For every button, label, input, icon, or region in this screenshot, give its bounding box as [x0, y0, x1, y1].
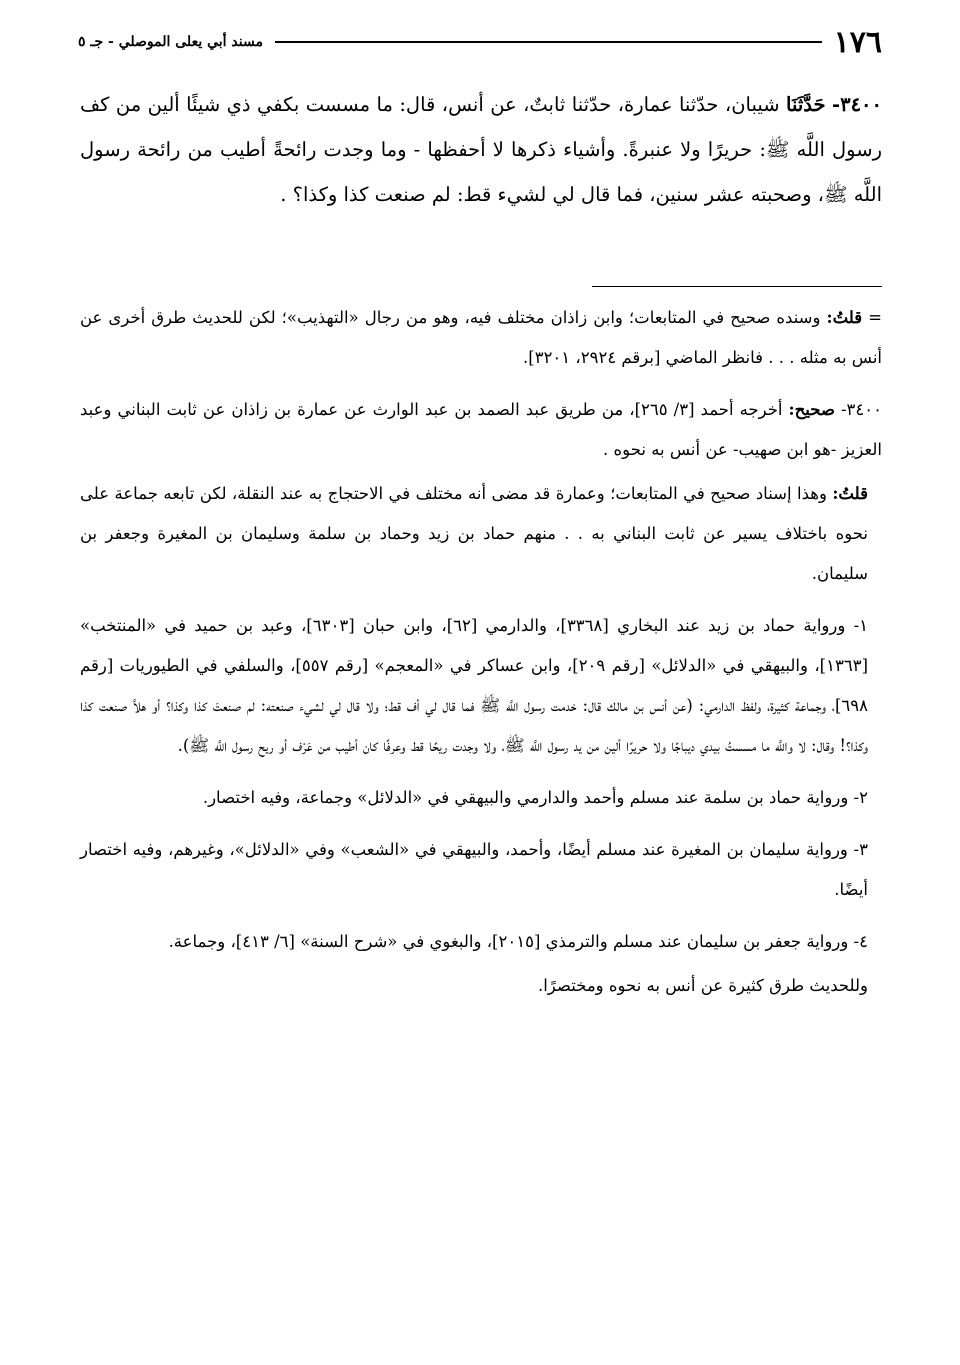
note-comment — [80, 474, 882, 594]
note-takhrij-grade: صحيح: — [788, 400, 835, 419]
note-continued — [80, 298, 882, 378]
note-comment-text: وهذا إسناد صحيح في المتابعات؛ وعمارة قد مضى أنه مختلف في الاحتجاج به عند النقلة، لكن تابعه جماعة على نحوه باختلاف يسير عن ثابت البناني به . . منهم حماد بن زيد وحماد بن سلمة وسليمان بن المغيرة وجعفر بن سليمان. — [80, 484, 868, 583]
list-item — [80, 830, 882, 910]
note-continued-text: وسنده صحيح في المتابعات؛ وابن زاذان مختلف فيه، وهو من رجال «التهذيب»؛ لكن للحديث طرق أخرى عن أنس به مثله . . . فانظر الماضي [برقم ٢٩٢٤، ٣٢٠١]. — [80, 308, 882, 367]
list-item-number: ٣- — [853, 840, 868, 859]
note-continued-prefix: = — [862, 308, 882, 327]
list-item — [80, 778, 882, 818]
list-item-text: ورواية حماد بن سلمة عند مسلم وأحمد والدارمي والبيهقي في «الدلائل» وجماعة، وفيه اختصار. — [202, 788, 849, 807]
list-item-number: ٢- — [853, 788, 868, 807]
footnote-separator — [592, 286, 882, 287]
running-header — [78, 22, 882, 62]
closing-note: وللحديث طرق كثيرة عن أنس به نحوه ومختصرًا. — [537, 976, 868, 995]
header-rule — [275, 41, 822, 43]
list-item-number: ١- — [853, 616, 869, 635]
footnotes — [80, 298, 882, 1018]
page-number: ١٧٦ — [833, 24, 882, 60]
list-item — [80, 606, 882, 766]
hadith-haddathana: حَدَّثَنَا — [786, 93, 826, 116]
hadith-number: ٣٤٠٠- — [832, 93, 882, 116]
hadith-body: شيبان، حدّثنا عمارة، حدّثنا ثابتٌ، عن أنس، قال: ما مسست بكفي ذي شيئًا ألين من كف رسول اللَّه ﷺ: حريرًا ولا عنبرةً. وأشياء ذكرها لا أحفظها - وما وجدت رائحةً أطيب من رائحة رسول اللَّه ﷺ، وصحبته عشر سنين، فما قال لي لشيء قط: لم صنعت كذا وكذا؟ . — [80, 93, 882, 206]
note-takhrij-text: أخرجه أحمد [٣/ ٢٦٥]، من طريق عبد الصمد بن عبد الوارث عن عمارة بن زاذان عن ثابت البناني وعبد العزيز -هو ابن صهيب- عن أنس به نحوه . — [80, 400, 882, 459]
book-title: مسند أبي يعلى الموصلي - جـ ٥ — [78, 34, 263, 50]
list-item-text: ورواية جعفر بن سليمان عند مسلم والترمذي [٢٠١٥]، والبغوي في «شرح السنة» [٦/ ٤١٣]، وجماعة. — [168, 932, 849, 951]
note-continued-label: قلتُ: — [826, 308, 863, 327]
note-comment-label: قلتُ: — [832, 484, 868, 503]
hadith-text — [80, 82, 882, 217]
note-takhrij-number: ٣٤٠٠- — [840, 400, 882, 419]
list-item-number: ٤- — [853, 932, 868, 951]
list-item-text: ورواية سليمان بن المغيرة عند مسلم أيضًا، وأحمد، والبيهقي في «الشعب» وفي «الدلائل»، وغيرهم، وفيه اختصار أيضًا. — [80, 840, 868, 899]
list-item — [80, 922, 882, 962]
note-takhrij — [80, 390, 882, 470]
list-item-text: ورواية حماد بن زيد عند البخاري [٣٣٦٨]، والدارمي [٦٢]، وابن حبان [٦٣٠٣]، وعبد بن حميد في «المنتخب» [١٣٦٣]، والبيهقي في «الدلائل» [رقم ٢٠٩]، وابن عساكر في «المعجم» [رقم ٥٥٧]، والسلفي في الطيوريات [رقم ٦٩٨]، وجماعة كثيرة، ولفظ الدارمي: (عن أنس بن مالك قال: خدمت رسول اللَّه ﷺ فما قال لي أف قط؛ ولا قال لي لشيء صنعته: لم صنعتَ كذا وكذا؟ أو هلاَّ صنعت كذا وكذا؟! وقال: لا واللَّه ما مسستُ بيدي ديباجًا ولا حريرًا ألين من يد رسول اللَّه ﷺ، ولا وجدت ريحًا قط وعرفًا كان أطيب من عَرْف أو ريح رسول اللَّه ﷺ). — [80, 616, 869, 755]
